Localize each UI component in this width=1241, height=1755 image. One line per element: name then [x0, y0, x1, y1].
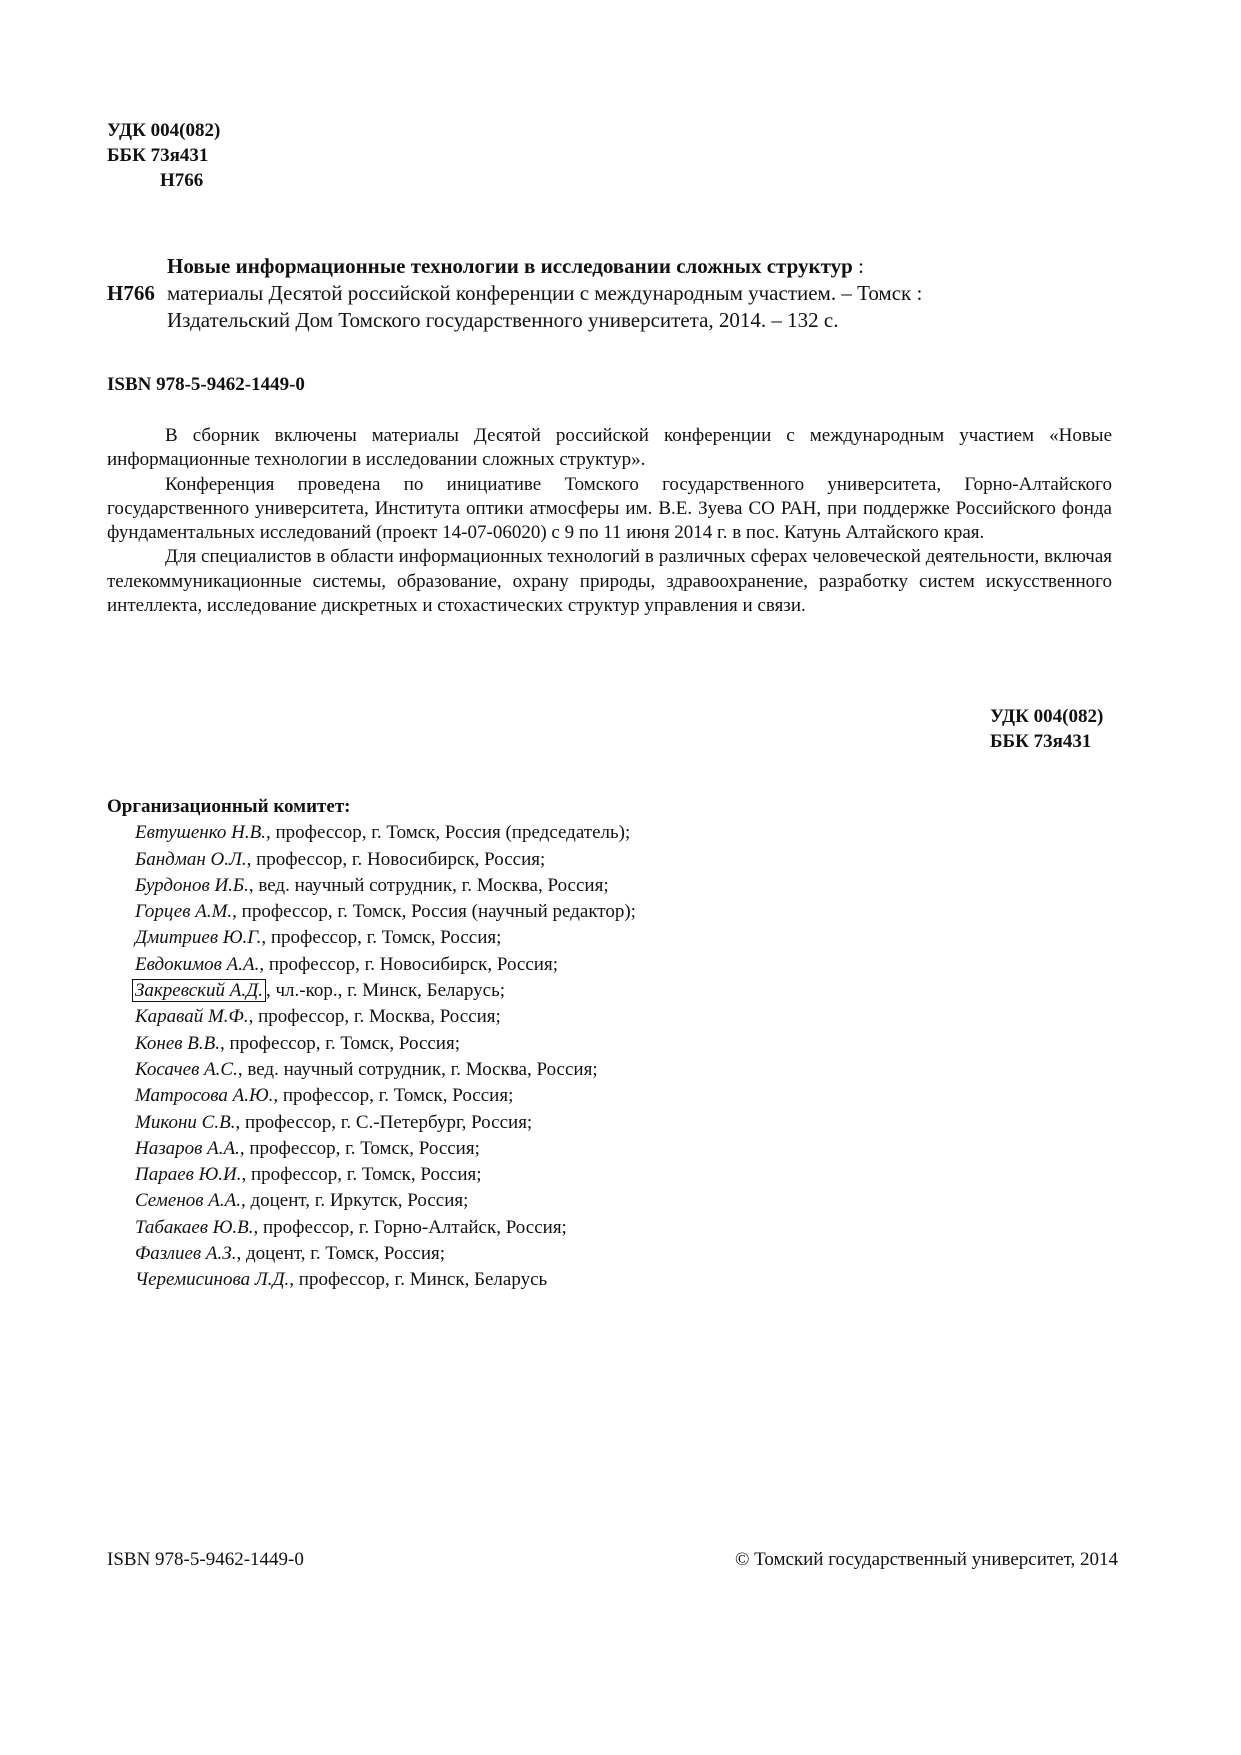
member-info: , профессор, г. Томск, Россия;	[239, 1137, 480, 1159]
member-name: Закревский А.Д.	[132, 979, 266, 1002]
member-name: Черемисинова Л.Д.	[135, 1269, 290, 1291]
bibliographic-entry	[107, 253, 1007, 334]
member-info: , профессор, г. Томск, Россия;	[261, 927, 502, 949]
bbk-code-right: ББК 73я431	[990, 731, 1092, 752]
committee-member	[135, 1241, 636, 1267]
member-info: , доцент, г. Томск, Россия;	[236, 1243, 446, 1265]
isbn-heading: ISBN 978-5-9462-1449-0	[107, 374, 305, 395]
member-info: , доцент, г. Иркутск, Россия;	[240, 1190, 469, 1212]
organizing-committee	[107, 794, 636, 1294]
member-info: , профессор, г. Томск, Россия (председатель);	[265, 822, 631, 844]
member-name: Евдокимов А.А.	[135, 953, 260, 975]
entry-author-mark: Н766	[107, 281, 155, 305]
member-name: Семенов А.А.	[135, 1190, 241, 1212]
title-line-1	[107, 253, 1007, 280]
member-info: , профессор, г. Минск, Беларусь	[289, 1269, 548, 1291]
member-info: , профессор, г. Новосибирск, Россия;	[259, 953, 558, 975]
book-title: Новые информационные технологии в исследовании сложных структур	[167, 254, 853, 278]
member-info: , профессор, г. Томск, Россия (научный редактор);	[232, 901, 636, 923]
bbk-code: ББК 73я431	[107, 145, 209, 166]
abstract-paragraph-2: Конференция проведена по инициативе Томского государственного университета, Горно-Алтайского государственного университета, Института оптики атмосферы им. В.Е. Зуева СО РАН, при поддержке Российского фонда фундаментальных исследований (проект 14-07-06020) с 9 по 11 июня 2014 г. в пос. Катунь Алтайского края.	[107, 473, 1112, 544]
member-info: , чл.-кор., г. Минск, Беларусь;	[266, 980, 506, 1002]
member-name: Табакаев Ю.В.	[135, 1216, 254, 1238]
member-name: Бандман О.Л.	[135, 848, 247, 870]
member-name: Горцев А.М.	[135, 901, 233, 923]
committee-member	[135, 1267, 636, 1293]
title-subtitle: материалы Десятой российской конференции с международным участием. – Томск :	[167, 281, 923, 305]
footer-isbn: ISBN 978-5-9462-1449-0	[107, 1549, 304, 1570]
committee-member	[135, 952, 636, 978]
member-info: , профессор, г. С.-Петербург, Россия;	[235, 1111, 533, 1133]
committee-list	[107, 820, 636, 1293]
member-name: Бурдонов И.Б.	[135, 874, 249, 896]
committee-member	[135, 1215, 636, 1241]
title-colon: :	[852, 254, 864, 278]
member-info: , профессор, г. Томск, Россия;	[241, 1164, 482, 1186]
member-name: Матросова А.Ю.	[135, 1085, 274, 1107]
title-line-3	[107, 307, 1007, 334]
member-name: Параев Ю.И.	[135, 1164, 242, 1186]
classification-header	[107, 118, 220, 193]
committee-member	[135, 1162, 636, 1188]
author-mark: Н766	[160, 170, 204, 191]
member-name: Конев В.В.	[135, 1032, 220, 1054]
footer-copyright: © Томский государственный университет, 2014	[734, 1549, 1118, 1570]
committee-member	[135, 847, 636, 873]
member-info: , профессор, г. Томск, Россия;	[219, 1032, 460, 1054]
abstract-paragraph-3: Для специалистов в области информационных технологий в различных сферах человеческой деятельности, включая телекоммуникационные системы, образование, охрану природы, здравоохранение, разработку систем искусственного интеллекта, исследование дискретных и стохастических структур управления и связи.	[107, 546, 1112, 617]
member-name: Косачев А.С.	[135, 1058, 238, 1080]
publisher-info: Издательский Дом Томского государственного университета, 2014. – 132 с.	[167, 308, 839, 332]
member-name: Микони С.В.	[135, 1111, 236, 1133]
committee-member	[135, 1083, 636, 1109]
udk-code-right: УДК 004(082)	[990, 706, 1104, 727]
udk-code: УДК 004(082)	[107, 120, 221, 141]
member-info: , вед. научный сотрудник, г. Москва, Россия;	[237, 1058, 598, 1080]
member-name: Евтушенко Н.В.	[135, 822, 266, 844]
member-info: , профессор, г. Томск, Россия;	[273, 1085, 514, 1107]
member-info: , вед. научный сотрудник, г. Москва, Россия;	[248, 874, 609, 896]
member-name: Каравай М.Ф.	[135, 1006, 249, 1028]
committee-member	[135, 925, 636, 951]
committee-member	[135, 899, 636, 925]
committee-member	[135, 1110, 636, 1136]
committee-member	[135, 820, 636, 846]
committee-member	[135, 978, 636, 1004]
udk-block-right	[990, 704, 1103, 754]
member-name: Фазлиев А.З.	[135, 1243, 237, 1265]
committee-member	[135, 1188, 636, 1214]
committee-heading: Организационный комитет:	[107, 796, 351, 817]
committee-member	[135, 1136, 636, 1162]
member-info: , профессор, г. Горно-Алтайск, Россия;	[253, 1216, 567, 1238]
member-info: , профессор, г. Москва, Россия;	[248, 1006, 501, 1028]
member-name: Назаров А.А.	[135, 1137, 240, 1159]
committee-member	[135, 1057, 636, 1083]
abstract-paragraph-1: В сборник включены материалы Десятой российской конференции с международным участием «Новые информационные технологии в исследовании сложных структур».	[107, 425, 1112, 471]
committee-member	[135, 1031, 636, 1057]
abstract	[107, 424, 1112, 618]
committee-member	[135, 873, 636, 899]
title-line-2	[107, 280, 1007, 307]
member-info: , профессор, г. Новосибирск, Россия;	[246, 848, 546, 870]
member-name: Дмитриев Ю.Г.	[135, 927, 262, 949]
committee-member	[135, 1004, 636, 1030]
